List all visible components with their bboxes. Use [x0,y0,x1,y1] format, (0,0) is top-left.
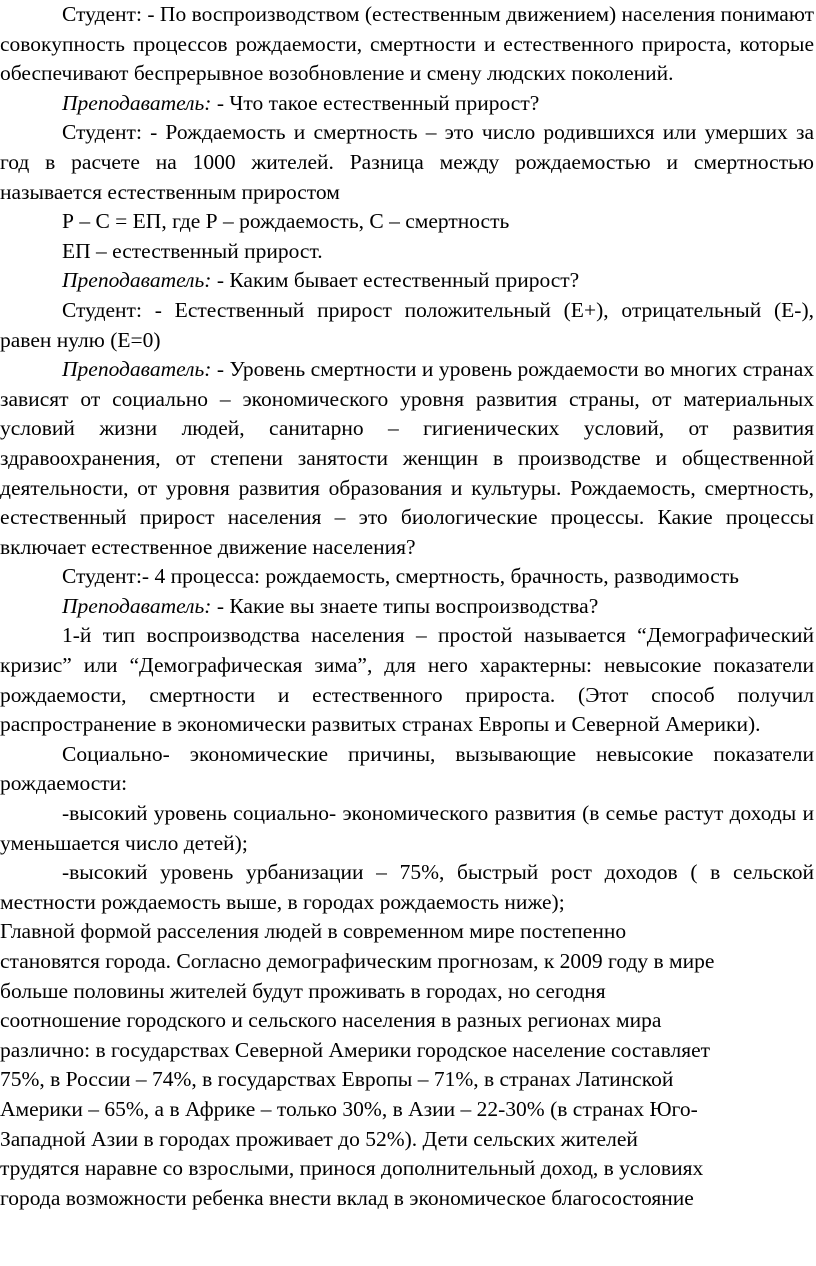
paragraph-text: - Какие вы знаете типы воспроизводства? [211,593,599,618]
paragraph [0,799,814,858]
paragraph-text: -высокий уровень урбанизации – 75%, быстрый рост доходов ( в сельской местности рождаемость выше, в городах рождаемость ниже); [0,860,814,914]
paragraph-text: Студент: - Естественный прирост положительный (Е+), отрицательный (Е-), равен нулю (Е=0) [0,297,814,352]
paragraph [0,207,814,237]
paragraph [0,266,814,296]
speaker-label: Преподаватель: [62,357,212,382]
flow-line: Америки – 65%, а в Африке – только 30%, в Азии – 22-30% (в странах Юго- [0,1096,698,1121]
flow-line: становятся города. Согласно демографическим прогнозам, к 2009 году в мире [0,949,715,973]
paragraph-text: - Что такое естественный прирост? [211,90,540,115]
paragraph-text: Р – С = ЕП, где Р – рождаемость, С – смертность [62,209,510,234]
flow-line: города возможности ребенка внести вклад в экономическое благосостояние [0,1185,694,1210]
flow-line: Западной Азии в городах проживает до 52%). Дети сельских жителей [0,1126,638,1151]
paragraph-text: 1-й тип воспроизводства населения – простой называется “Демографический кризис” или “Демографическая зима”, для него характерны: невысокие показатели рождаемости, смертности и естественного прироста. (Этот способ получил распространение в экономически развитых странах Европы и Северной Америки). [0,623,814,737]
paragraph-text: - Каким бывает естественный прирост? [211,268,580,293]
paragraph [0,118,814,207]
paragraph [0,89,814,119]
paragraph-text: - Уровень смертности и уровень рождаемости во многих странах зависят от социально – экономического уровня развития страны, от материальных условий жизни людей, санитарно – гигиенических условий, от развития здравоохранения, от степени занятости женщин в производстве и общественной деятельности, от уровня развития образования и культуры. Рождаемость, смертность, естественный прирост населения – это биологические процессы. Какие процессы включает естественное движение населения? [0,357,814,559]
paragraph-text: ЕП – естественный прирост. [62,238,323,263]
flow-line: 75%, в России – 74%, в государствах Европы – 71%, в странах Латинской [0,1067,674,1092]
flow-line: больше половины жителей будут проживать в городах, но сегодня [0,978,606,1003]
paragraph [0,562,814,592]
flow-line: соотношение городского и сельского населения в разных регионах мира [0,1008,662,1033]
paragraph [0,237,814,267]
flow-line: Главной формой расселения людей в современном мире постепенно [0,919,627,944]
speaker-label: Преподаватель: [62,268,212,293]
paragraph [0,858,814,917]
paragraph [0,621,814,739]
paragraph-text: Студент: - По воспроизводством (естественным движением) населения понимают совокупность процессов рождаемости, смертности и естественного прироста, которые обеспечивают беспрерывное возобновление и смену людских поколений. [0,2,814,86]
paragraph [0,296,814,355]
paragraph [0,0,814,89]
paragraph-text: Социально- экономические причины, вызывающие невысокие показатели рождаемости: [0,741,814,796]
paragraph [0,740,814,799]
flow-line: различно: в государствах Северной Америки городское население составляет [0,1037,711,1062]
paragraph-text: Студент: - Рождаемость и смертность – это число родившихся или умерших за год в расчете на 1000 жителей. Разница между рождаемостью и смертностью называется естественным приростом [0,120,814,204]
paragraph-text: Студент:- 4 процесса: рождаемость, смертность, брачность, разводимость [62,564,739,589]
speaker-label: Преподаватель: [62,593,212,618]
paragraph-text: -высокий уровень социально- экономического развития (в семье растут доходы и уменьшается число детей); [0,801,814,855]
speaker-label: Преподаватель: [62,90,212,115]
paragraph [0,592,814,622]
flow-line: трудятся наравне со взрослыми, принося дополнительный доход, в условиях [0,1156,704,1181]
paragraph [0,355,814,562]
